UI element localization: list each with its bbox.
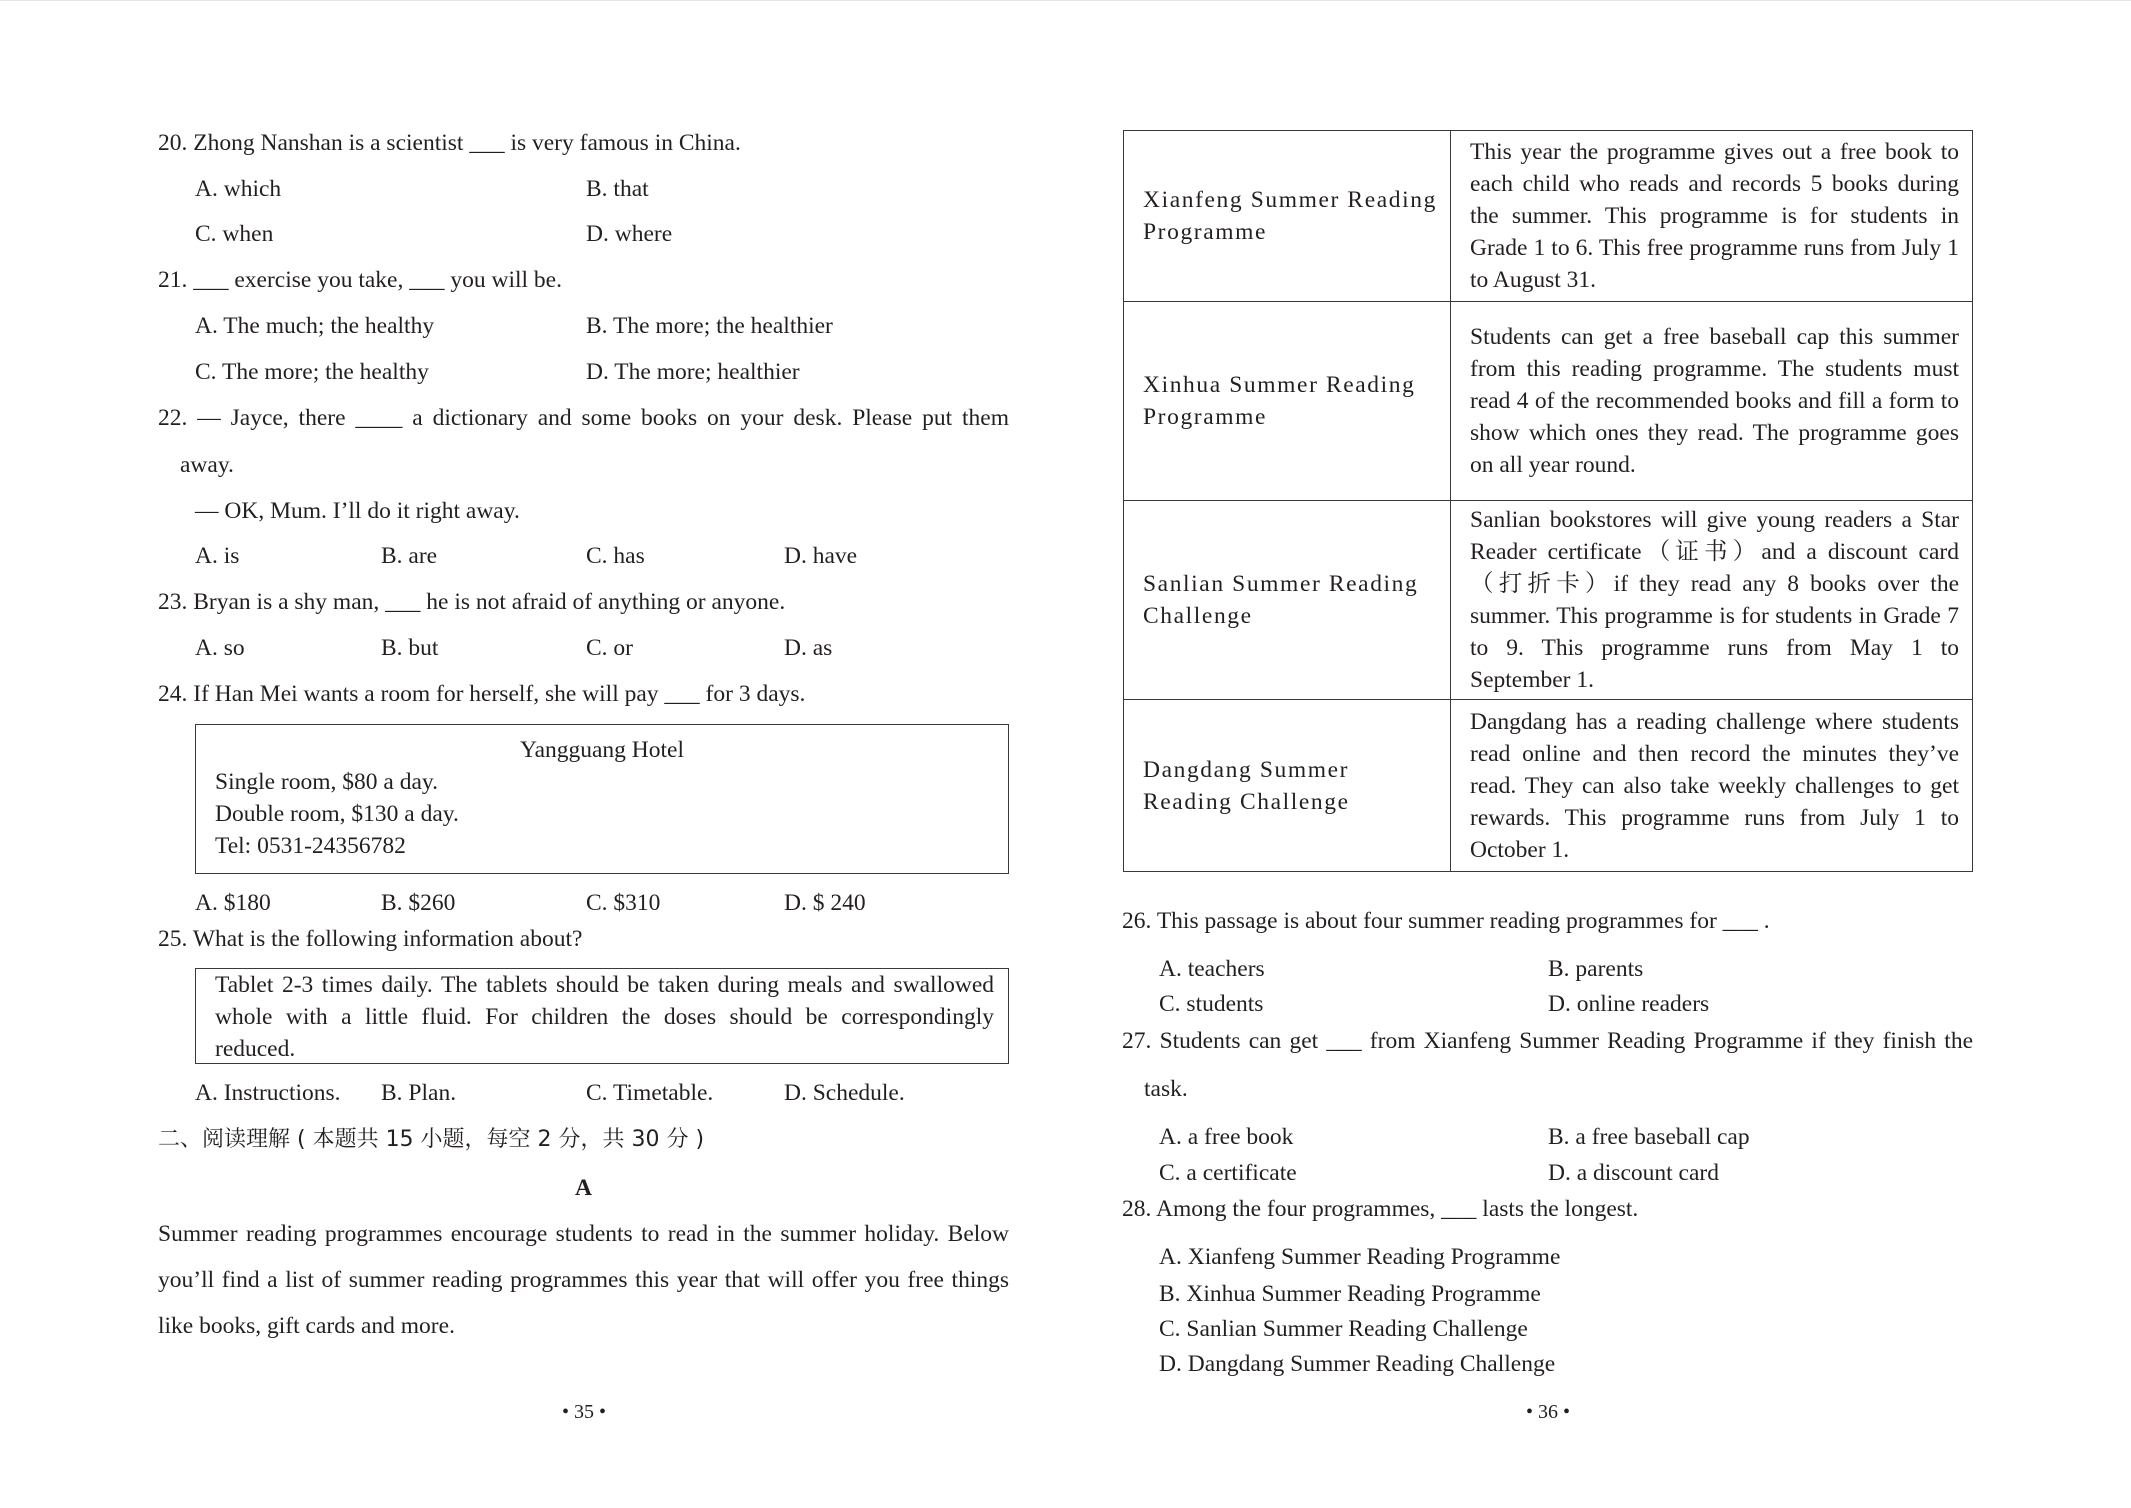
programme-name: Dangdang Summer Reading Challenge — [1124, 700, 1451, 872]
question-stem — [158, 403, 1009, 433]
programme-description: Sanlian bookstores will give young readers a Star Reader certificate（证书）and a discount card（打折卡）if they read any 8 books over the summer. This programme is for students in Grade 7 to 9. This programme runs from May 1 to September 1. — [1451, 501, 1973, 700]
question-number: 21. — [158, 267, 188, 293]
question-stem — [158, 128, 741, 158]
option-b[interactable]: B. but — [381, 635, 439, 661]
passage-line: you’ll find a list of summer reading programmes this year that will offer you free things — [158, 1267, 1009, 1293]
option-d[interactable]: D. have — [784, 543, 858, 569]
programme-description: Students can get a free baseball cap this summer from this reading programme. The students must read 4 of the recommended books and fill a form to show which ones they read. The programme goes on all year round. — [1451, 302, 1973, 501]
page-number: • 35 • — [561, 1401, 606, 1423]
option-d[interactable]: D. Schedule. — [784, 1080, 905, 1106]
programme-description: This year the programme gives out a free book to each child who reads and records 5 books during the summer. This programme is for students in Grade 1 to 6. This free programme runs from July 1 to August 31. — [1451, 131, 1973, 302]
question-stem — [1122, 1026, 1973, 1056]
option-d[interactable]: D. online readers — [1548, 991, 1710, 1017]
question-text: ___ exercise you take, ___ you will be. — [193, 267, 562, 293]
question-number: 27. — [1122, 1028, 1152, 1054]
page-number: • 36 • — [1525, 1401, 1570, 1423]
question-text: If Han Mei wants a room for herself, she will pay ___ for 3 days. — [193, 681, 806, 707]
option-b[interactable]: B. a free baseball cap — [1548, 1124, 1750, 1150]
programme-description: Dangdang has a reading challenge where students read online and then record the minutes they’ve read. They can also take weekly challenges to get rewards. This programme runs from July 1 to October 1. — [1451, 700, 1973, 872]
option-d[interactable]: D. $ 240 — [784, 890, 866, 916]
question-number: 25. — [158, 926, 188, 952]
option-c[interactable]: C. The more; the healthy — [195, 359, 429, 385]
programme-name: Xianfeng Summer Reading Programme — [1124, 131, 1451, 302]
question-text: — Jayce, there ____ a dictionary and some books on your desk. Please put them — [197, 405, 1009, 431]
programme-name: Sanlian Summer Reading Challenge — [1124, 501, 1451, 700]
medicine-instructions-box — [195, 968, 1009, 1064]
option-b[interactable]: B. $260 — [381, 890, 456, 916]
hotel-price-double: Double room, $130 a day. — [215, 801, 459, 827]
question-stem — [1122, 1194, 1638, 1224]
option-a[interactable]: A. $180 — [195, 890, 271, 916]
option-c[interactable]: C. when — [195, 221, 274, 247]
dialogue-reply: — OK, Mum. I’ll do it right away. — [195, 498, 520, 524]
table-row — [1124, 501, 1973, 700]
question-stem — [158, 587, 785, 617]
option-a[interactable]: A. Xianfeng Summer Reading Programme — [1159, 1244, 1561, 1270]
option-d[interactable]: D. a discount card — [1548, 1160, 1719, 1186]
option-c[interactable]: C. a certificate — [1159, 1160, 1297, 1186]
hotel-info-box — [195, 724, 1009, 874]
option-d[interactable]: D. Dangdang Summer Reading Challenge — [1159, 1351, 1556, 1377]
question-stem — [158, 265, 562, 295]
question-text-continued: away. — [180, 452, 234, 478]
hotel-phone: Tel: 0531-24356782 — [215, 833, 406, 859]
option-a[interactable]: A. a free book — [1159, 1124, 1294, 1150]
question-text: What is the following information about? — [192, 926, 583, 952]
section-heading: 二、阅读理解 ( 本题共 15 小题，每空 2 分，共 30 分 ) — [158, 1127, 705, 1152]
question-number: 23. — [158, 589, 188, 615]
option-a[interactable]: A. which — [195, 176, 282, 202]
option-b[interactable]: B. are — [381, 543, 438, 569]
option-a[interactable]: A. teachers — [1159, 956, 1265, 982]
question-text: Zhong Nanshan is a scientist ___ is very famous in China. — [193, 130, 741, 156]
option-a[interactable]: A. is — [195, 543, 240, 569]
hotel-price-single: Single room, $80 a day. — [215, 769, 438, 795]
option-b[interactable]: B. that — [586, 176, 649, 202]
question-text: Bryan is a shy man, ___ he is not afraid of anything or anyone. — [193, 589, 786, 615]
medicine-instructions-text: Tablet 2-3 times daily. The tablets should be taken during meals and swallowed whole with a little fluid. For children the doses should be correspondingly reduced. — [215, 972, 994, 1062]
passage-line: like books, gift cards and more. — [158, 1313, 455, 1339]
option-b[interactable]: B. The more; the healthier — [586, 313, 833, 339]
option-a[interactable]: A. The much; the healthy — [195, 313, 435, 339]
question-stem — [1122, 906, 1770, 936]
table-row — [1124, 131, 1973, 302]
question-text: Among the four programmes, ___ lasts the longest. — [1155, 1196, 1639, 1222]
question-stem — [158, 679, 805, 709]
option-c[interactable]: C. has — [586, 543, 645, 569]
option-c[interactable]: C. or — [586, 635, 633, 661]
passage-line: Summer reading programmes encourage students to read in the summer holiday. Below — [158, 1221, 1009, 1247]
question-text: This passage is about four summer reading programmes for ___ . — [1156, 908, 1770, 934]
option-b[interactable]: B. parents — [1548, 956, 1644, 982]
option-a[interactable]: A. Instructions. — [195, 1080, 341, 1106]
question-number: 28. — [1122, 1196, 1152, 1222]
option-c[interactable]: C. students — [1159, 991, 1264, 1017]
question-text: Students can get ___ from Xianfeng Summer Reading Programme if they finish the — [1159, 1028, 1974, 1054]
option-c[interactable]: C. Sanlian Summer Reading Challenge — [1159, 1316, 1528, 1342]
option-d[interactable]: D. where — [586, 221, 673, 247]
option-b[interactable]: B. Xinhua Summer Reading Programme — [1159, 1281, 1541, 1307]
page-top-edge — [0, 0, 2131, 1]
question-number: 24. — [158, 681, 188, 707]
programme-name: Xinhua Summer Reading Programme — [1124, 302, 1451, 501]
question-number: 26. — [1122, 908, 1152, 934]
option-c[interactable]: C. $310 — [586, 890, 661, 916]
passage-label: A — [575, 1175, 592, 1201]
option-c[interactable]: C. Timetable. — [586, 1080, 714, 1106]
option-b[interactable]: B. Plan. — [381, 1080, 457, 1106]
table-row — [1124, 302, 1973, 501]
table-row — [1124, 700, 1973, 872]
question-number: 20. — [158, 130, 188, 156]
option-a[interactable]: A. so — [195, 635, 245, 661]
option-d[interactable]: D. The more; healthier — [586, 359, 800, 385]
question-number: 22. — [158, 405, 188, 431]
question-stem — [158, 924, 582, 954]
programmes-table — [1123, 130, 1973, 872]
option-d[interactable]: D. as — [784, 635, 833, 661]
question-text-continued: task. — [1144, 1076, 1188, 1102]
hotel-name: Yangguang Hotel — [519, 737, 685, 763]
